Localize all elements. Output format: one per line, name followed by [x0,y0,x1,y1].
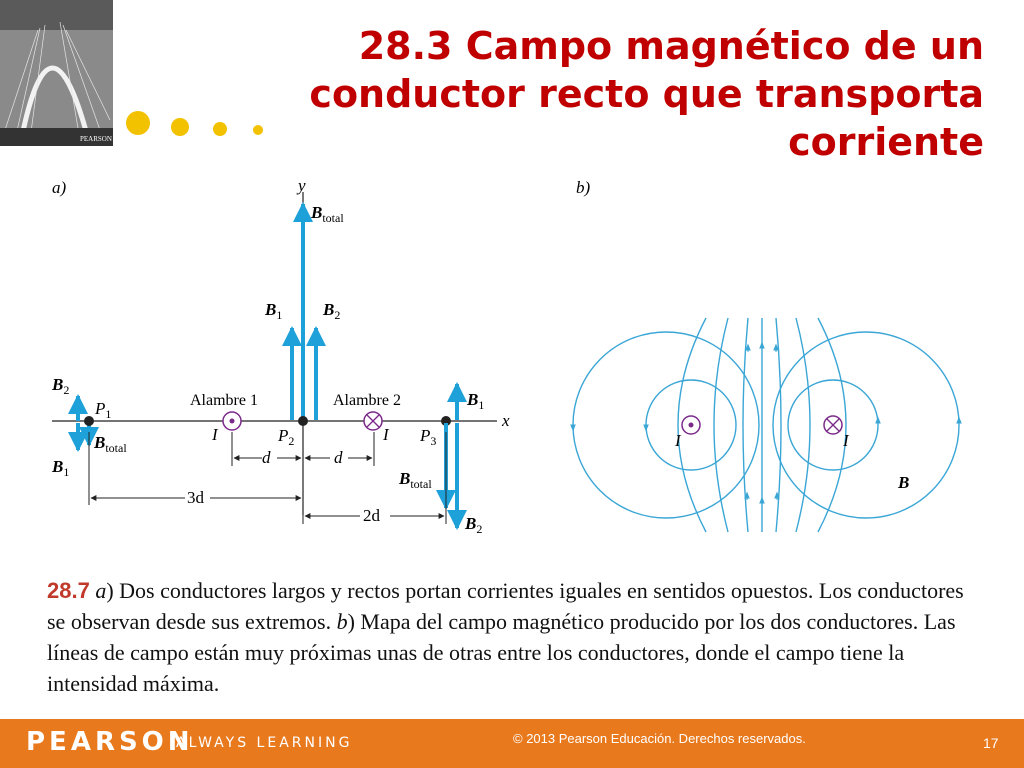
b1-p3-label: $B_1$ [467,390,485,412]
wire1-current-label: I [212,425,218,444]
caption-part-b: b [336,609,348,634]
b1-p2-label: $B_1$ [265,300,283,322]
wire1-label: Alambre 1 [190,392,258,409]
p3-label: $P_3$ [420,426,437,448]
caption-number: 28.7 [47,578,90,603]
b-total-p3-label: $B_{total}$ [399,469,432,491]
caption-text-a: ) Dos conductores largos y rectos portan corrientes iguales en sentidos opuestos. Los conductores se observan desde sus extremos. [47,578,964,634]
y-axis-label: y [298,176,306,195]
b-current-left: I [675,431,681,450]
wire2-current-label: I [383,425,389,444]
title-line-1: 28.3 Campo magnético de un [358,24,984,68]
title-line-3: corriente [788,120,984,164]
figure-caption [47,575,987,699]
point-p1 [84,416,94,426]
dim-2d: 2d [363,506,380,525]
dim-3d: 3d [187,488,204,507]
dim-d-left: d [262,448,271,467]
pearson-logo: PEARSON [26,727,194,757]
field-line-right-outer [773,332,959,518]
b2-p2-label: $B_2$ [323,300,341,322]
copyright: © 2013 Pearson Educación. Derechos reservados. [513,731,806,746]
page-number: 17 [983,735,999,751]
figure-b [573,178,959,532]
x-axis-label: x [502,411,510,430]
b-field-label: B [898,473,910,492]
figure [0,160,1024,560]
b-current-right: I [843,431,849,450]
field-line-left-outer [573,332,759,518]
wire2-label: Alambre 2 [333,392,401,409]
caption-text-b: ) Mapa del campo magnético producido por los dos conductores. Las líneas de campo están muy próximas unas de otras entre los conductores, donde el campo tiene la intensidad máxima. [47,609,956,696]
b-total-p1-label: $B_{total}$ [94,433,127,455]
dim-d-right: d [334,448,343,467]
title-line-2: conductor recto que transporta [309,72,984,116]
footer-bar [0,719,1024,768]
b1-p1-label: $B_1$ [52,457,70,479]
figure-a-label: a) [52,178,67,197]
slide-title [224,22,984,166]
p2-label: $P_2$ [278,426,295,448]
b2-p1-label: $B_2$ [52,375,70,397]
point-p2 [298,416,308,426]
figure-b-label: b) [576,178,591,197]
p1-label: $P_1$ [95,399,112,421]
tagline: ALWAYS LEARNING [176,735,353,751]
figure-a [51,176,510,536]
b-total-p2-label: $B_{total}$ [311,203,344,225]
b2-p3-label: $B_2$ [465,514,483,536]
cover-publisher: PEARSON [80,135,112,143]
caption-part-a: a [95,578,107,603]
